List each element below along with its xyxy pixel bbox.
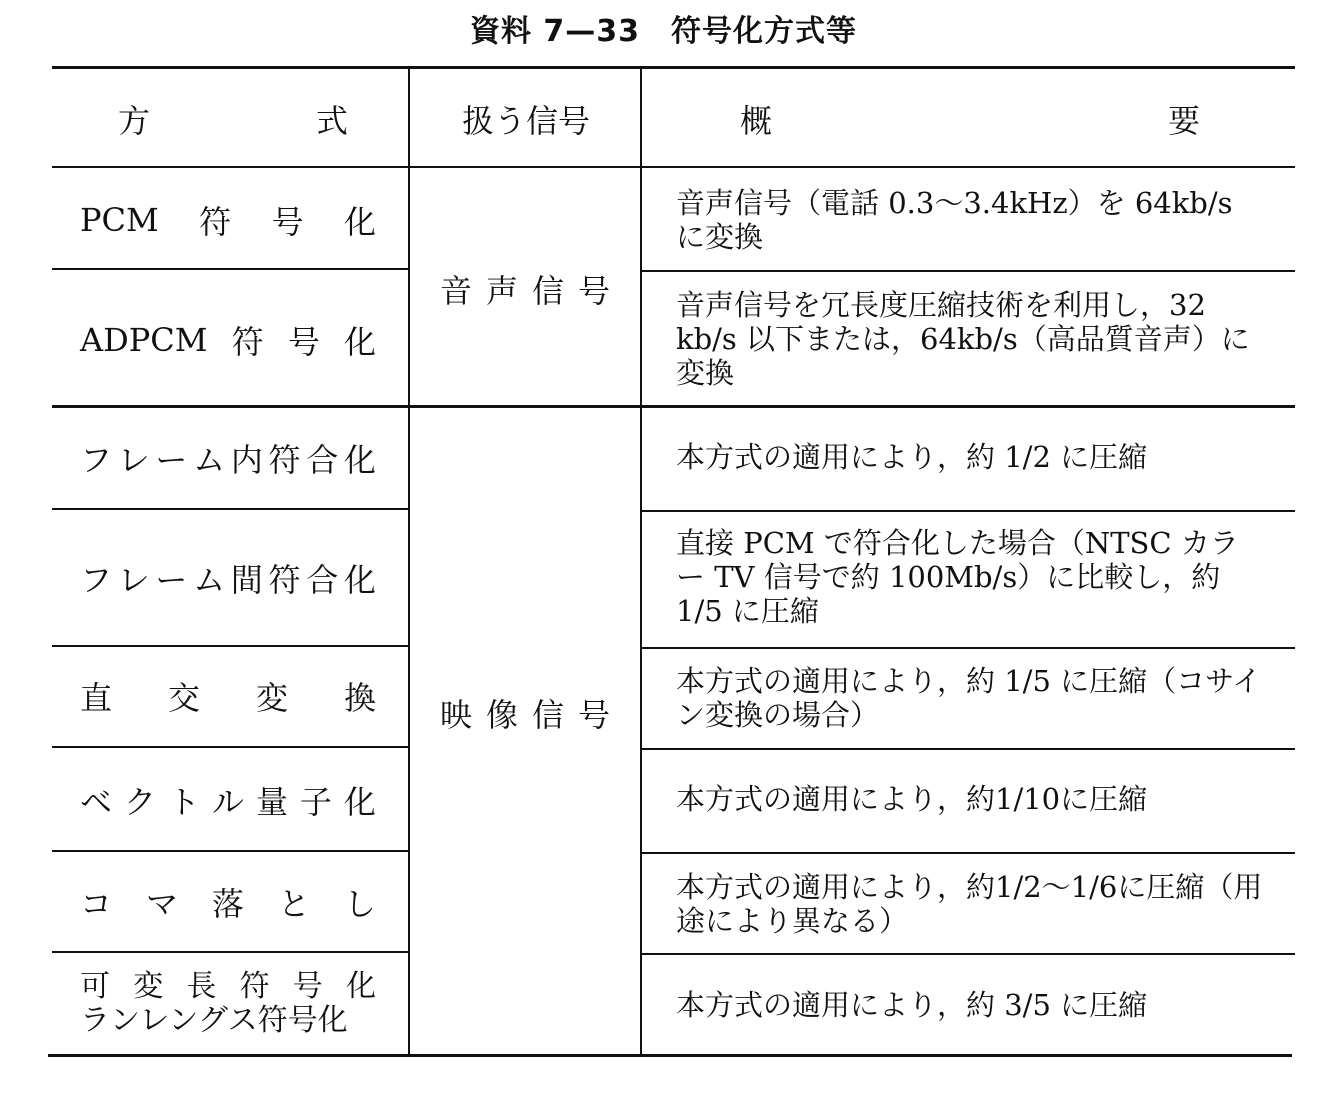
signal-char: 映 <box>440 696 473 734</box>
desc-intraframe: 本方式の適用により，約 1/2 に圧縮 <box>676 440 1148 474</box>
method-frame-drop <box>80 880 376 924</box>
desc-frame-drop: 本方式の適用により，約1/2～1/6に圧縮（用途により異なる） <box>676 870 1263 938</box>
method-part: ル <box>211 783 244 821</box>
method-part: 長 <box>186 969 217 1004</box>
column-divider <box>640 69 642 1056</box>
method-part: ム <box>193 441 226 479</box>
method-part: レ <box>117 441 150 479</box>
desc-orthogonal: 本方式の適用により，約 1/5 に圧縮（コサイン変換の場合） <box>676 664 1262 732</box>
method-part: 符 <box>199 203 232 241</box>
method-line <box>80 970 376 1004</box>
method-part: 直 <box>80 679 113 717</box>
method-line <box>80 1004 376 1038</box>
signal-group-audio <box>440 266 610 312</box>
header-desc-char: 概 <box>740 102 773 140</box>
header-method <box>118 96 348 142</box>
method-part: 交 <box>167 679 200 717</box>
method-part: 量 <box>255 783 288 821</box>
signal-char: 号 <box>577 696 610 734</box>
method-part: 換 <box>343 679 376 717</box>
method-orthogonal <box>80 674 376 718</box>
table-top-rule <box>52 66 1295 69</box>
row-divider <box>52 850 408 852</box>
method-part: 合 <box>306 561 339 599</box>
row-divider <box>52 508 408 510</box>
method-part: ム <box>193 561 226 599</box>
method-part: 符 <box>268 441 301 479</box>
signal-char: 信 <box>531 272 564 310</box>
row-divider <box>642 270 1295 272</box>
method-part: 化 <box>343 203 376 241</box>
method-part: 変 <box>133 969 164 1004</box>
method-part: 内 <box>230 441 263 479</box>
method-part: と <box>277 885 310 923</box>
column-divider <box>408 69 410 1056</box>
method-part: 子 <box>299 783 332 821</box>
desc-pcm: 音声信号（電話 0.3～3.4kHz）を 64kb/s に変換 <box>676 186 1233 254</box>
method-part: 化 <box>343 783 376 821</box>
desc-vector-quantization: 本方式の適用により，約1/10に圧縮 <box>676 782 1148 816</box>
method-intraframe <box>80 436 376 480</box>
method-part: ー <box>155 561 188 599</box>
method-part: 化 <box>345 969 376 1004</box>
method-part: レ <box>117 561 150 599</box>
method-part: 落 <box>211 885 244 923</box>
method-part: 可 <box>80 969 110 1004</box>
group-divider <box>52 405 1295 408</box>
method-part: 変 <box>255 679 288 717</box>
method-part: 符 <box>239 969 270 1004</box>
header-method-char: 方 <box>118 102 151 140</box>
signal-group-video <box>440 690 610 736</box>
method-part: 符 <box>231 323 264 361</box>
header-method-char: 式 <box>315 102 348 140</box>
method-part: ベ <box>80 783 113 821</box>
signal-char: 声 <box>485 272 518 310</box>
signal-char: 信 <box>531 696 564 734</box>
method-part: 化 <box>343 561 376 599</box>
method-part: 化 <box>343 323 376 361</box>
method-part: ト <box>167 783 200 821</box>
desc-adpcm: 音声信号を冗長度圧縮技術を利用し，32 kb/s 以下または，64kb/s（高品質音声）に変換 <box>676 288 1250 390</box>
method-part: ク <box>123 783 156 821</box>
row-divider <box>642 647 1295 649</box>
page-title: 資料 7—33 符号化方式等 <box>469 14 858 49</box>
method-part: PCM <box>80 201 159 239</box>
method-part: 号 <box>292 969 323 1004</box>
row-divider <box>642 953 1295 955</box>
method-interframe <box>80 556 376 600</box>
signal-char: 音 <box>440 272 473 310</box>
row-divider <box>642 748 1295 750</box>
method-part: ー <box>155 441 188 479</box>
method-part: 号 <box>287 323 320 361</box>
desc-variable-length: 本方式の適用により，約 3/5 に圧縮 <box>676 988 1148 1022</box>
method-part: 号 <box>271 203 304 241</box>
method-part: フ <box>80 561 113 599</box>
row-divider <box>642 510 1295 512</box>
method-part: コ <box>80 885 113 923</box>
method-part: 合 <box>306 441 339 479</box>
method-adpcm <box>80 318 376 362</box>
method-part: 間 <box>230 561 263 599</box>
method-part: ランレングス符号化 <box>80 1003 348 1038</box>
method-variable-length <box>80 970 376 1038</box>
signal-char: 号 <box>577 272 610 310</box>
method-part: マ <box>145 885 178 923</box>
method-part: ADPCM <box>80 321 208 359</box>
desc-interframe: 直接 PCM で符合化した場合（NTSC カラー TV 信号で約 100Mb/s）に比較し，約 1/5 に圧縮 <box>676 526 1239 628</box>
header-signal: 扱う信号 <box>462 102 591 140</box>
method-part: フ <box>80 441 113 479</box>
method-part: 符 <box>268 561 301 599</box>
header-desc <box>740 96 1200 142</box>
header-desc-char: 要 <box>1167 102 1200 140</box>
header-rule <box>52 166 1295 168</box>
row-divider <box>642 852 1295 854</box>
table-bottom-rule <box>48 1054 1292 1057</box>
row-divider <box>52 951 408 953</box>
row-divider <box>52 746 408 748</box>
method-part: し <box>343 885 376 923</box>
signal-char: 像 <box>485 696 518 734</box>
method-pcm <box>80 198 376 242</box>
method-part: 化 <box>343 441 376 479</box>
method-vector-quantization <box>80 778 376 822</box>
row-divider <box>52 268 408 270</box>
row-divider <box>52 645 408 647</box>
